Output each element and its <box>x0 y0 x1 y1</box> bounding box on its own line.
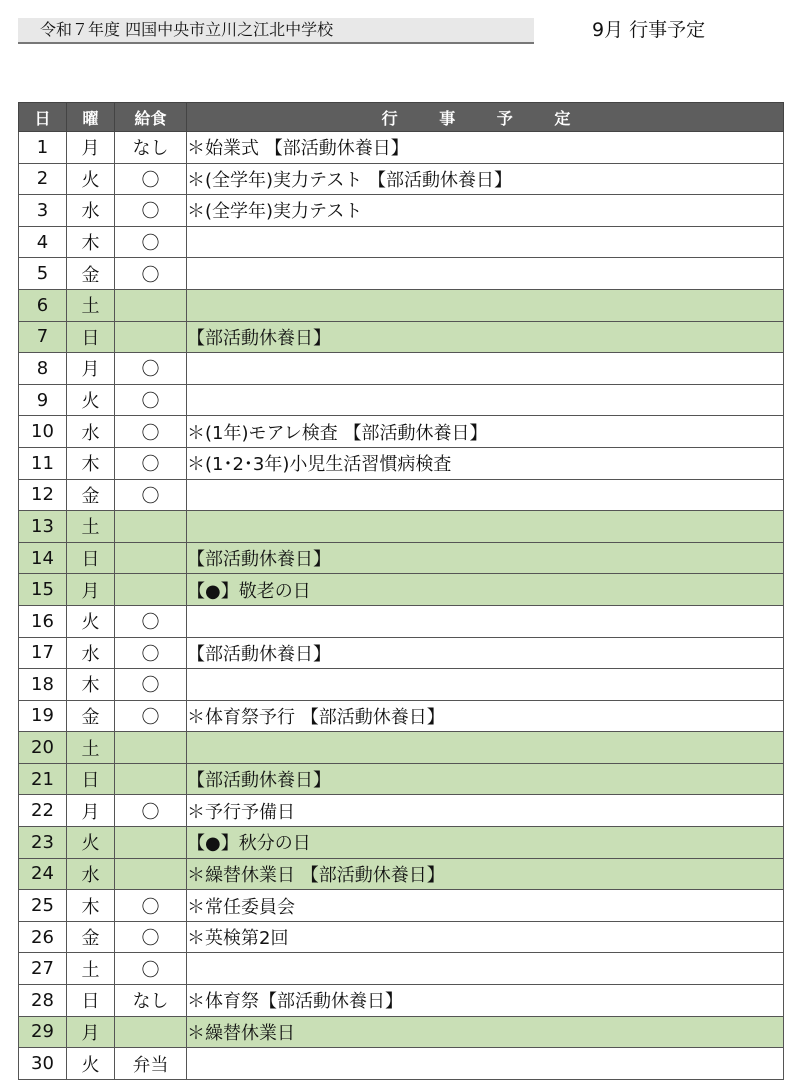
weekday-cell: 金 <box>67 700 115 732</box>
col-header-day: 日 <box>19 103 67 132</box>
lunch-cell <box>115 858 187 890</box>
day-cell: 1 <box>19 132 67 164</box>
event-cell <box>187 732 784 764</box>
lunch-cell: 〇 <box>115 700 187 732</box>
weekday-cell: 金 <box>67 258 115 290</box>
day-cell: 13 <box>19 511 67 543</box>
weekday-cell: 日 <box>67 321 115 353</box>
table-row <box>19 542 784 574</box>
table-row <box>19 732 784 764</box>
lunch-cell <box>115 542 187 574</box>
event-cell <box>187 353 784 385</box>
table-row <box>19 447 784 479</box>
day-cell: 21 <box>19 763 67 795</box>
table-row <box>19 353 784 385</box>
day-cell: 17 <box>19 637 67 669</box>
lunch-cell: 〇 <box>115 416 187 448</box>
table-row <box>19 479 784 511</box>
day-cell: 10 <box>19 416 67 448</box>
col-header-dow: 曜 <box>67 103 115 132</box>
lunch-cell: 〇 <box>115 605 187 637</box>
weekday-cell: 土 <box>67 732 115 764</box>
day-cell: 16 <box>19 605 67 637</box>
day-cell: 11 <box>19 447 67 479</box>
lunch-cell <box>115 511 187 543</box>
event-cell <box>187 479 784 511</box>
day-cell: 20 <box>19 732 67 764</box>
table-row <box>19 1048 784 1080</box>
weekday-cell: 火 <box>67 1048 115 1080</box>
weekday-cell: 月 <box>67 353 115 385</box>
event-cell: ＊予行予備日 <box>187 795 784 827</box>
event-cell: 【●】秋分の日 <box>187 827 784 859</box>
weekday-cell: 水 <box>67 858 115 890</box>
day-cell: 30 <box>19 1048 67 1080</box>
lunch-cell: 〇 <box>115 669 187 701</box>
lunch-cell: 〇 <box>115 479 187 511</box>
weekday-cell: 水 <box>67 416 115 448</box>
table-row <box>19 763 784 795</box>
schedule-table <box>18 102 784 1080</box>
day-cell: 29 <box>19 1016 67 1048</box>
weekday-cell: 金 <box>67 921 115 953</box>
weekday-cell: 金 <box>67 479 115 511</box>
table-row <box>19 827 784 859</box>
weekday-cell: 火 <box>67 605 115 637</box>
lunch-cell <box>115 732 187 764</box>
table-row <box>19 795 784 827</box>
lunch-cell <box>115 289 187 321</box>
event-cell: 【部活動休養日】 <box>187 637 784 669</box>
day-cell: 25 <box>19 890 67 922</box>
day-cell: 3 <box>19 195 67 227</box>
lunch-cell: なし <box>115 985 187 1017</box>
table-row <box>19 132 784 164</box>
lunch-cell <box>115 574 187 606</box>
day-cell: 28 <box>19 985 67 1017</box>
weekday-cell: 木 <box>67 890 115 922</box>
event-cell <box>187 511 784 543</box>
event-cell: ＊始業式 【部活動休養日】 <box>187 132 784 164</box>
event-cell <box>187 1048 784 1080</box>
event-cell: ＊(全学年)実力テスト 【部活動休養日】 <box>187 163 784 195</box>
weekday-cell: 木 <box>67 447 115 479</box>
weekday-cell: 月 <box>67 574 115 606</box>
day-cell: 9 <box>19 384 67 416</box>
table-header-row <box>19 103 784 132</box>
event-cell: ＊(1年)モアレ検査 【部活動休養日】 <box>187 416 784 448</box>
day-cell: 23 <box>19 827 67 859</box>
table-row <box>19 574 784 606</box>
table-row <box>19 669 784 701</box>
school-name: 令和７年度 四国中央市立川之江北中学校 <box>18 18 534 44</box>
weekday-cell: 水 <box>67 195 115 227</box>
weekday-cell: 土 <box>67 289 115 321</box>
event-cell: 【部活動休養日】 <box>187 763 784 795</box>
event-cell: ＊体育祭【部活動休養日】 <box>187 985 784 1017</box>
weekday-cell: 木 <box>67 669 115 701</box>
day-cell: 5 <box>19 258 67 290</box>
page-title: 9月 行事予定 <box>592 19 706 41</box>
event-cell <box>187 953 784 985</box>
day-cell: 12 <box>19 479 67 511</box>
event-cell: ＊(1･2･3年)小児生活習慣病検査 <box>187 447 784 479</box>
col-header-event: 行 事 予 定 <box>187 103 784 132</box>
weekday-cell: 月 <box>67 132 115 164</box>
weekday-cell: 火 <box>67 827 115 859</box>
table-row <box>19 258 784 290</box>
lunch-cell: 〇 <box>115 890 187 922</box>
day-cell: 15 <box>19 574 67 606</box>
table-row <box>19 953 784 985</box>
lunch-cell: 〇 <box>115 637 187 669</box>
day-cell: 4 <box>19 226 67 258</box>
day-cell: 18 <box>19 669 67 701</box>
event-cell <box>187 384 784 416</box>
event-cell: 【●】敬老の日 <box>187 574 784 606</box>
event-cell: ＊繰替休業日 【部活動休養日】 <box>187 858 784 890</box>
lunch-cell: 〇 <box>115 384 187 416</box>
day-cell: 14 <box>19 542 67 574</box>
day-cell: 6 <box>19 289 67 321</box>
weekday-cell: 火 <box>67 384 115 416</box>
event-cell <box>187 226 784 258</box>
weekday-cell: 月 <box>67 795 115 827</box>
table-row <box>19 384 784 416</box>
col-header-lunch: 給食 <box>115 103 187 132</box>
lunch-cell: 〇 <box>115 226 187 258</box>
weekday-cell: 日 <box>67 985 115 1017</box>
day-cell: 8 <box>19 353 67 385</box>
table-row <box>19 226 784 258</box>
table-row <box>19 921 784 953</box>
event-cell: ＊繰替休業日 <box>187 1016 784 1048</box>
table-row <box>19 511 784 543</box>
day-cell: 24 <box>19 858 67 890</box>
event-cell <box>187 605 784 637</box>
table-row <box>19 163 784 195</box>
event-cell: ＊常任委員会 <box>187 890 784 922</box>
day-cell: 19 <box>19 700 67 732</box>
table-row <box>19 858 784 890</box>
table-row <box>19 289 784 321</box>
table-row <box>19 195 784 227</box>
lunch-cell: 〇 <box>115 195 187 227</box>
weekday-cell: 土 <box>67 953 115 985</box>
table-row <box>19 416 784 448</box>
table-row <box>19 985 784 1017</box>
lunch-cell <box>115 827 187 859</box>
weekday-cell: 日 <box>67 542 115 574</box>
table-row <box>19 637 784 669</box>
weekday-cell: 月 <box>67 1016 115 1048</box>
lunch-cell <box>115 763 187 795</box>
event-cell: 【部活動休養日】 <box>187 321 784 353</box>
table-row <box>19 700 784 732</box>
weekday-cell: 火 <box>67 163 115 195</box>
table-row <box>19 890 784 922</box>
lunch-cell: 〇 <box>115 953 187 985</box>
day-cell: 22 <box>19 795 67 827</box>
lunch-cell: 弁当 <box>115 1048 187 1080</box>
lunch-cell: 〇 <box>115 795 187 827</box>
table-row <box>19 1016 784 1048</box>
weekday-cell: 日 <box>67 763 115 795</box>
table-row <box>19 605 784 637</box>
lunch-cell <box>115 321 187 353</box>
event-cell: 【部活動休養日】 <box>187 542 784 574</box>
table-row <box>19 321 784 353</box>
lunch-cell: 〇 <box>115 921 187 953</box>
event-cell <box>187 669 784 701</box>
lunch-cell: 〇 <box>115 258 187 290</box>
day-cell: 2 <box>19 163 67 195</box>
event-cell: ＊体育祭予行 【部活動休養日】 <box>187 700 784 732</box>
event-cell <box>187 289 784 321</box>
event-cell: ＊(全学年)実力テスト <box>187 195 784 227</box>
lunch-cell: なし <box>115 132 187 164</box>
day-cell: 7 <box>19 321 67 353</box>
weekday-cell: 水 <box>67 637 115 669</box>
lunch-cell: 〇 <box>115 353 187 385</box>
event-cell: ＊英検第2回 <box>187 921 784 953</box>
lunch-cell: 〇 <box>115 447 187 479</box>
day-cell: 27 <box>19 953 67 985</box>
lunch-cell <box>115 1016 187 1048</box>
weekday-cell: 土 <box>67 511 115 543</box>
event-cell <box>187 258 784 290</box>
weekday-cell: 木 <box>67 226 115 258</box>
day-cell: 26 <box>19 921 67 953</box>
lunch-cell: 〇 <box>115 163 187 195</box>
